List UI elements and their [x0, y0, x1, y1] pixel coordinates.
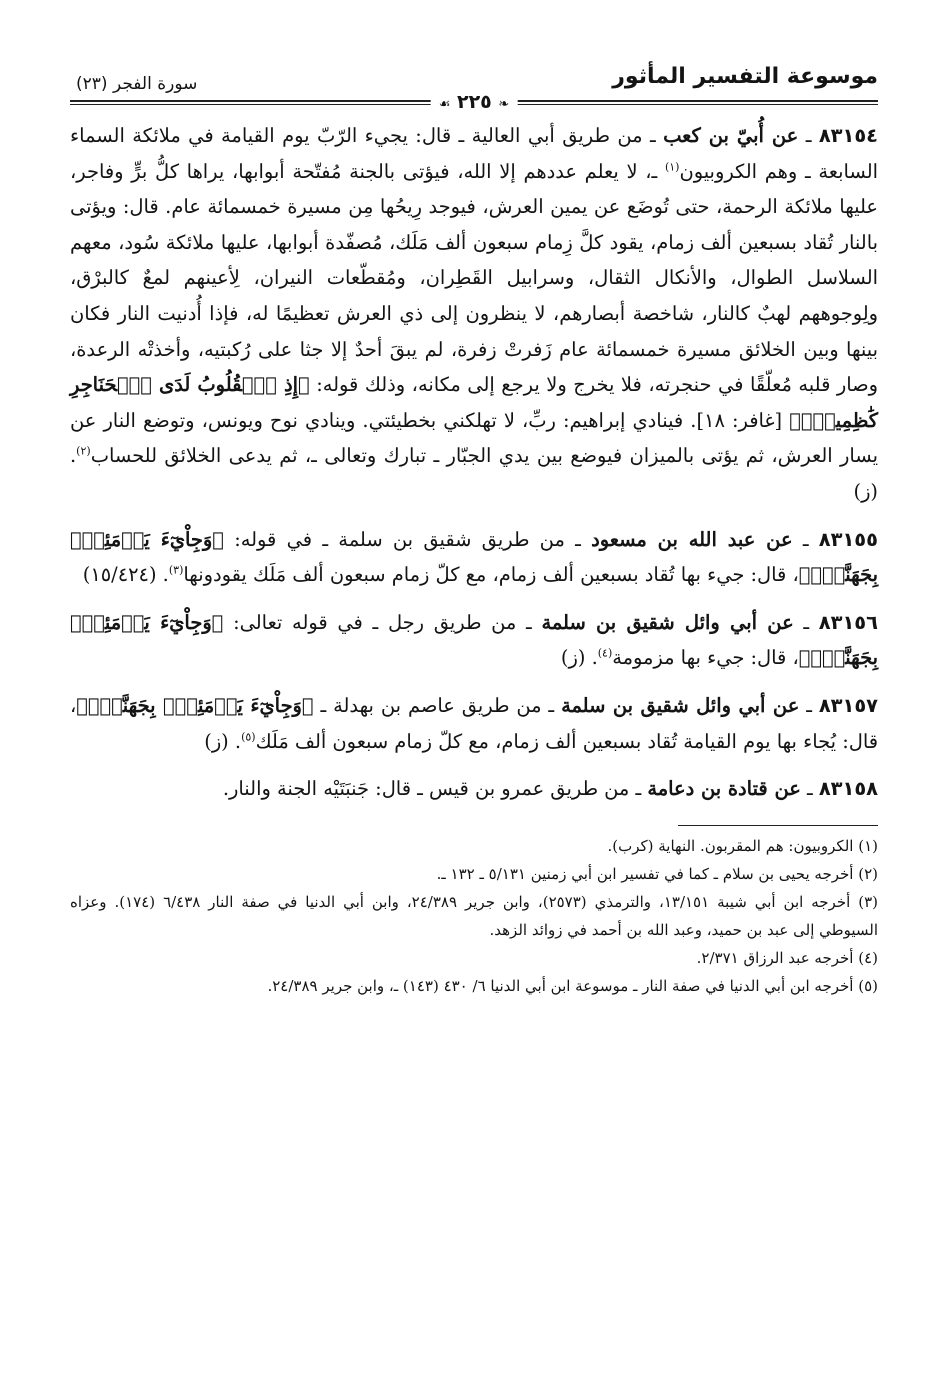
footnote-ref[interactable]: (٣)	[168, 563, 184, 577]
entry-text: ـ من طريق رجل ـ في قوله تعالى:	[233, 610, 532, 634]
footnote-ref[interactable]: (٤)	[597, 646, 613, 660]
ornament-icon: ☙	[438, 97, 451, 112]
entry-text: ـ من طريق عمرو بن قيس ـ قال: جَنبَتَيْه الجنة والنار.	[222, 777, 642, 801]
quran-verse: ﴿وَجِاْيٓءَ يَوۡمَئِذِۭ بِجَهَنَّمَۚ﴾	[70, 610, 878, 670]
hadith-entry-83155: ٨٣١٥٥ ـ عن عبد الله بن مسعود ـ من طريق شقيق بن سلمة ـ في قوله: ﴿وَجِاْيٓءَ يَوۡمَئِذِۭ بِجَهَنَّمَۚ﴾، قال: جيء بها تُقاد بسبعين ألف زمام، مع كلّ زمام سبعون ألف مَلَك يقودونها$^{(٣)}$. (١٥/٤٢٤)	[70, 527, 878, 587]
footnotes	[70, 832, 878, 1000]
entry-text-cont: ، قال: يُجاء بها يوم القيامة تُقاد بسبعين ألف زمام، مع كلّ زمام سبعون ألف مَلَك	[70, 693, 878, 753]
footnote-3: (٣) أخرجه ابن أبي شيبة ١٣/١٥١، والترمذي (٢٥٧٣)، وابن جرير ٢٤/٣٨٩، وابن أبي الدنيا في صفة النار ٦/٤٣٨ (١٧٤). وعزاه السيوطي إلى عبد بن حميد، وعبد الله بن أحمد في زوائد الزهد.	[70, 892, 878, 939]
footnote-ref[interactable]: (٥)	[241, 730, 256, 744]
entry-text-cont2: [غافر: ١٨]. فينادي إبراهيم: ربِّ، لا تهلكني بخطيئتي. وينادي نوح ويونس، وتوضع النار عن يسار العرش، ثم يؤتى بالميزان فيوضع بين يدي الجبّار ـ تبارك وتعالى ـ، ثم يدعى الخلائق للحساب	[70, 408, 878, 468]
entry-text-cont: ، قال: جيء بها تُقاد بسبعين ألف زمام، مع كلّ زمام سبعون ألف مَلَك يقودونها	[183, 563, 799, 587]
entry-text: ـ من طريق أبي العالية ـ قال: يجيء الرّبّ يوم القيامة في ملائكة السماء السابعة ـ وهم الكروبيون	[70, 124, 879, 183]
page	[70, 58, 878, 1348]
footnote-5: (٥) أخرجه ابن أبي الدنيا في صفة النار ـ موسوعة ابن أبي الدنيا ٦/ ٤٣٠ (١٤٣) ـ، وابن جرير ٢٤/٣٨٩.	[267, 976, 878, 995]
entry-number: ٨٣١٥٧	[818, 693, 879, 717]
quran-verse: ﴿وَجِاْيٓءَ يَوۡمَئِذِۭ بِجَهَنَّمَۚ﴾	[76, 693, 314, 717]
hadith-entry-83157: ٨٣١٥٧ ـ عن أبي وائل شقيق بن سلمة ـ من طريق عاصم بن بهدلة ـ ﴿وَجِاْيٓءَ يَوۡمَئِذِۭ بِجَهَنَّمَۚ﴾، قال: يُجاء بها يوم القيامة تُقاد بسبعين ألف زمام، مع كلّ زمام سبعون ألف مَلَك$^{(٥)}$. (ز)	[70, 693, 879, 753]
footnote-ref[interactable]: (١)	[664, 160, 680, 174]
entry-text-cont: ـ، لا يعلم عددهم إلا الله، فيؤتى بالجنة مُفتّحة أبوابها، يراها كلُّ برٍّ وفاجر، عليها ملائكة الرحمة، حتى تُوضَع عن يمين العرش، فيوجد رِيحُها مِن مسيرة خمسمائة عام. قال: ويؤتى بالنار تُقاد بسبعين ألف زمام، يقود كلَّ زِمام سبعون ألف مَلَك، مُصفّدة أبوابها، عليها ملائكة سُود، معهم السلاسل الطوال، والأنكال الثقال، وسرابيل القَطِران، ومُقطّعات النيران، لِأعينهم لمعٌ كالبرْق، ولِوجوههم لهبٌ كالنار، شاخصة أبصارهم، لا ينظرون إلى ذي العرش تعظيمًا له، فإذا أُدنيت النار فكان بينها وبين الخلائق مسيرة خمسمائة عام زَفرتْ زفرة، لم يبقَ أحدٌ إلا جثا على رُكبتيه، وأخذتْه الرعدة، وصار قلبه مُعلّقًا في حنجرته، فلا يخرج ولا يرجع إلى مكانه، وذلك قوله:	[70, 159, 878, 397]
footnote-4: (٤) أخرجه عبد الرزاق ٢/٣٧١.	[696, 948, 878, 967]
narrator: عن قتادة بن دعامة	[647, 777, 801, 801]
entry-number: ٨٣١٥٦	[818, 610, 878, 634]
grading: . (ز)	[70, 444, 878, 503]
narrator: عن أُبيّ بن كعب	[663, 124, 799, 147]
footnote-2: (٢) أخرجه يحيى بن سلام ـ كما في تفسير ابن أبي زمنين ٥/١٣١ ـ ١٣٢ ـ.	[436, 864, 878, 883]
ornament-icon: ❧	[498, 97, 510, 112]
narrator: عن عبد الله بن مسعود	[591, 527, 793, 551]
footnote-1: (١) الكروبيون: هم المقربون. النهاية (كرب).	[607, 836, 878, 855]
footnote-separator	[678, 825, 878, 826]
entry-text: ـ من طريق شقيق بن سلمة ـ في قوله:	[234, 527, 581, 551]
entry-number: ٨٣١٥٤	[818, 124, 879, 147]
grading: . (ز)	[560, 646, 598, 670]
surah-title: سورة الفجر (٢٣)	[76, 74, 198, 94]
page-number: ٢٢٥	[456, 91, 492, 113]
entry-number: ٨٣١٥٨	[818, 777, 878, 801]
page-number-box	[431, 91, 518, 113]
entry-number: ٨٣١٥٥	[818, 527, 878, 551]
footnote-ref[interactable]: (٢)	[76, 444, 91, 458]
entry-text: ـ من طريق عاصم بن بهدلة ـ	[320, 693, 555, 717]
quran-verse: ﴿إِذِ ٱلۡقُلُوبُ لَدَى ٱلۡحَنَاجِرِ كَٰظِمِينَۚ﴾	[70, 373, 878, 432]
quran-verse: ﴿وَجِاْيٓءَ يَوۡمَئِذِۭ بِجَهَنَّمَۚ﴾	[70, 527, 878, 587]
entry-text-cont: ، قال: جيء بها مزمومة	[612, 646, 799, 670]
narrator: عن أبي وائل شقيق بن سلمة	[541, 610, 794, 634]
grading: . (١٥/٤٢٤)	[82, 563, 169, 587]
hadith-entry-83156: ٨٣١٥٦ ـ عن أبي وائل شقيق بن سلمة ـ من طريق رجل ـ في قوله تعالى: ﴿وَجِاْيٓءَ يَوۡمَئِذِۭ بِجَهَنَّمَۚ﴾، قال: جيء بها مزمومة$^{(٤)}$. (ز)	[70, 610, 878, 670]
book-title: موسوعة التفسير المأثور	[612, 64, 878, 89]
hadith-entry-83158: ٨٣١٥٨ ـ عن قتادة بن دعامة ـ من طريق عمرو بن قيس ـ قال: جَنبَتَيْه الجنة والنار.	[222, 777, 878, 801]
narrator: عن أبي وائل شقيق بن سلمة	[561, 693, 800, 717]
page-header	[70, 58, 878, 118]
main-text	[70, 118, 878, 807]
hadith-entry-83154: ٨٣١٥٤ ـ عن أُبيّ بن كعب ـ من طريق أبي العالية ـ قال: يجيء الرّبّ يوم القيامة في ملائكة السماء السابعة ـ وهم الكروبيون$^{(١)}$ ـ، لا يعلم عددهم إلا الله، فيؤتى بالجنة مُفتّحة أبوابها، يراها كلُّ برٍّ وفاجر، عليها ملائكة الرحمة، حتى تُوضَع عن يمين العرش، فيوجد رِيحُها مِن مسيرة خمسمائة عام. قال: ويؤتى بالنار تُقاد بسبعين ألف زمام، يقود كلَّ زِمام سبعون ألف مَلَك، مُصفّدة أبوابها، عليها ملائكة سُود، معهم السلاسل الطوال، والأنكال الثقال، وسرابيل القَطِران، ومُقطّعات النيران، لِأعينهم لمعٌ كالبرْق، ولِوجوههم لهبٌ كالنار، شاخصة أبصارهم، لا ينظرون إلى ذي العرش تعظيمًا له، فإذا أُدنيت النار فكان بينها وبين الخلائق مسيرة خمسمائة عام زَفرتْ زفرة، لم يبقَ أحدٌ إلا جثا على رُكبتيه، وأخذتْه الرعدة، وصار قلبه مُعلّقًا في حنجرته، فلا يخرج ولا يرجع إلى مكانه، وذلك قوله: ﴿إِذِ ٱلۡقُلُوبُ لَدَى ٱلۡحَنَاجِرِ كَٰظِمِينَۚ﴾ [غافر: ١٨]. فينادي إبراهيم: ربِّ، لا تهلكني بخطيئتي. وينادي نوح ويونس، وتوضع النار عن يسار العرش، ثم يؤتى بالميزان فيوضع بين يدي الجبّار ـ تبارك وتعالى ـ، ثم يدعى الخلائق للحساب$^{(٢)}$. (ز)	[70, 124, 879, 503]
grading: . (ز)	[204, 729, 242, 753]
